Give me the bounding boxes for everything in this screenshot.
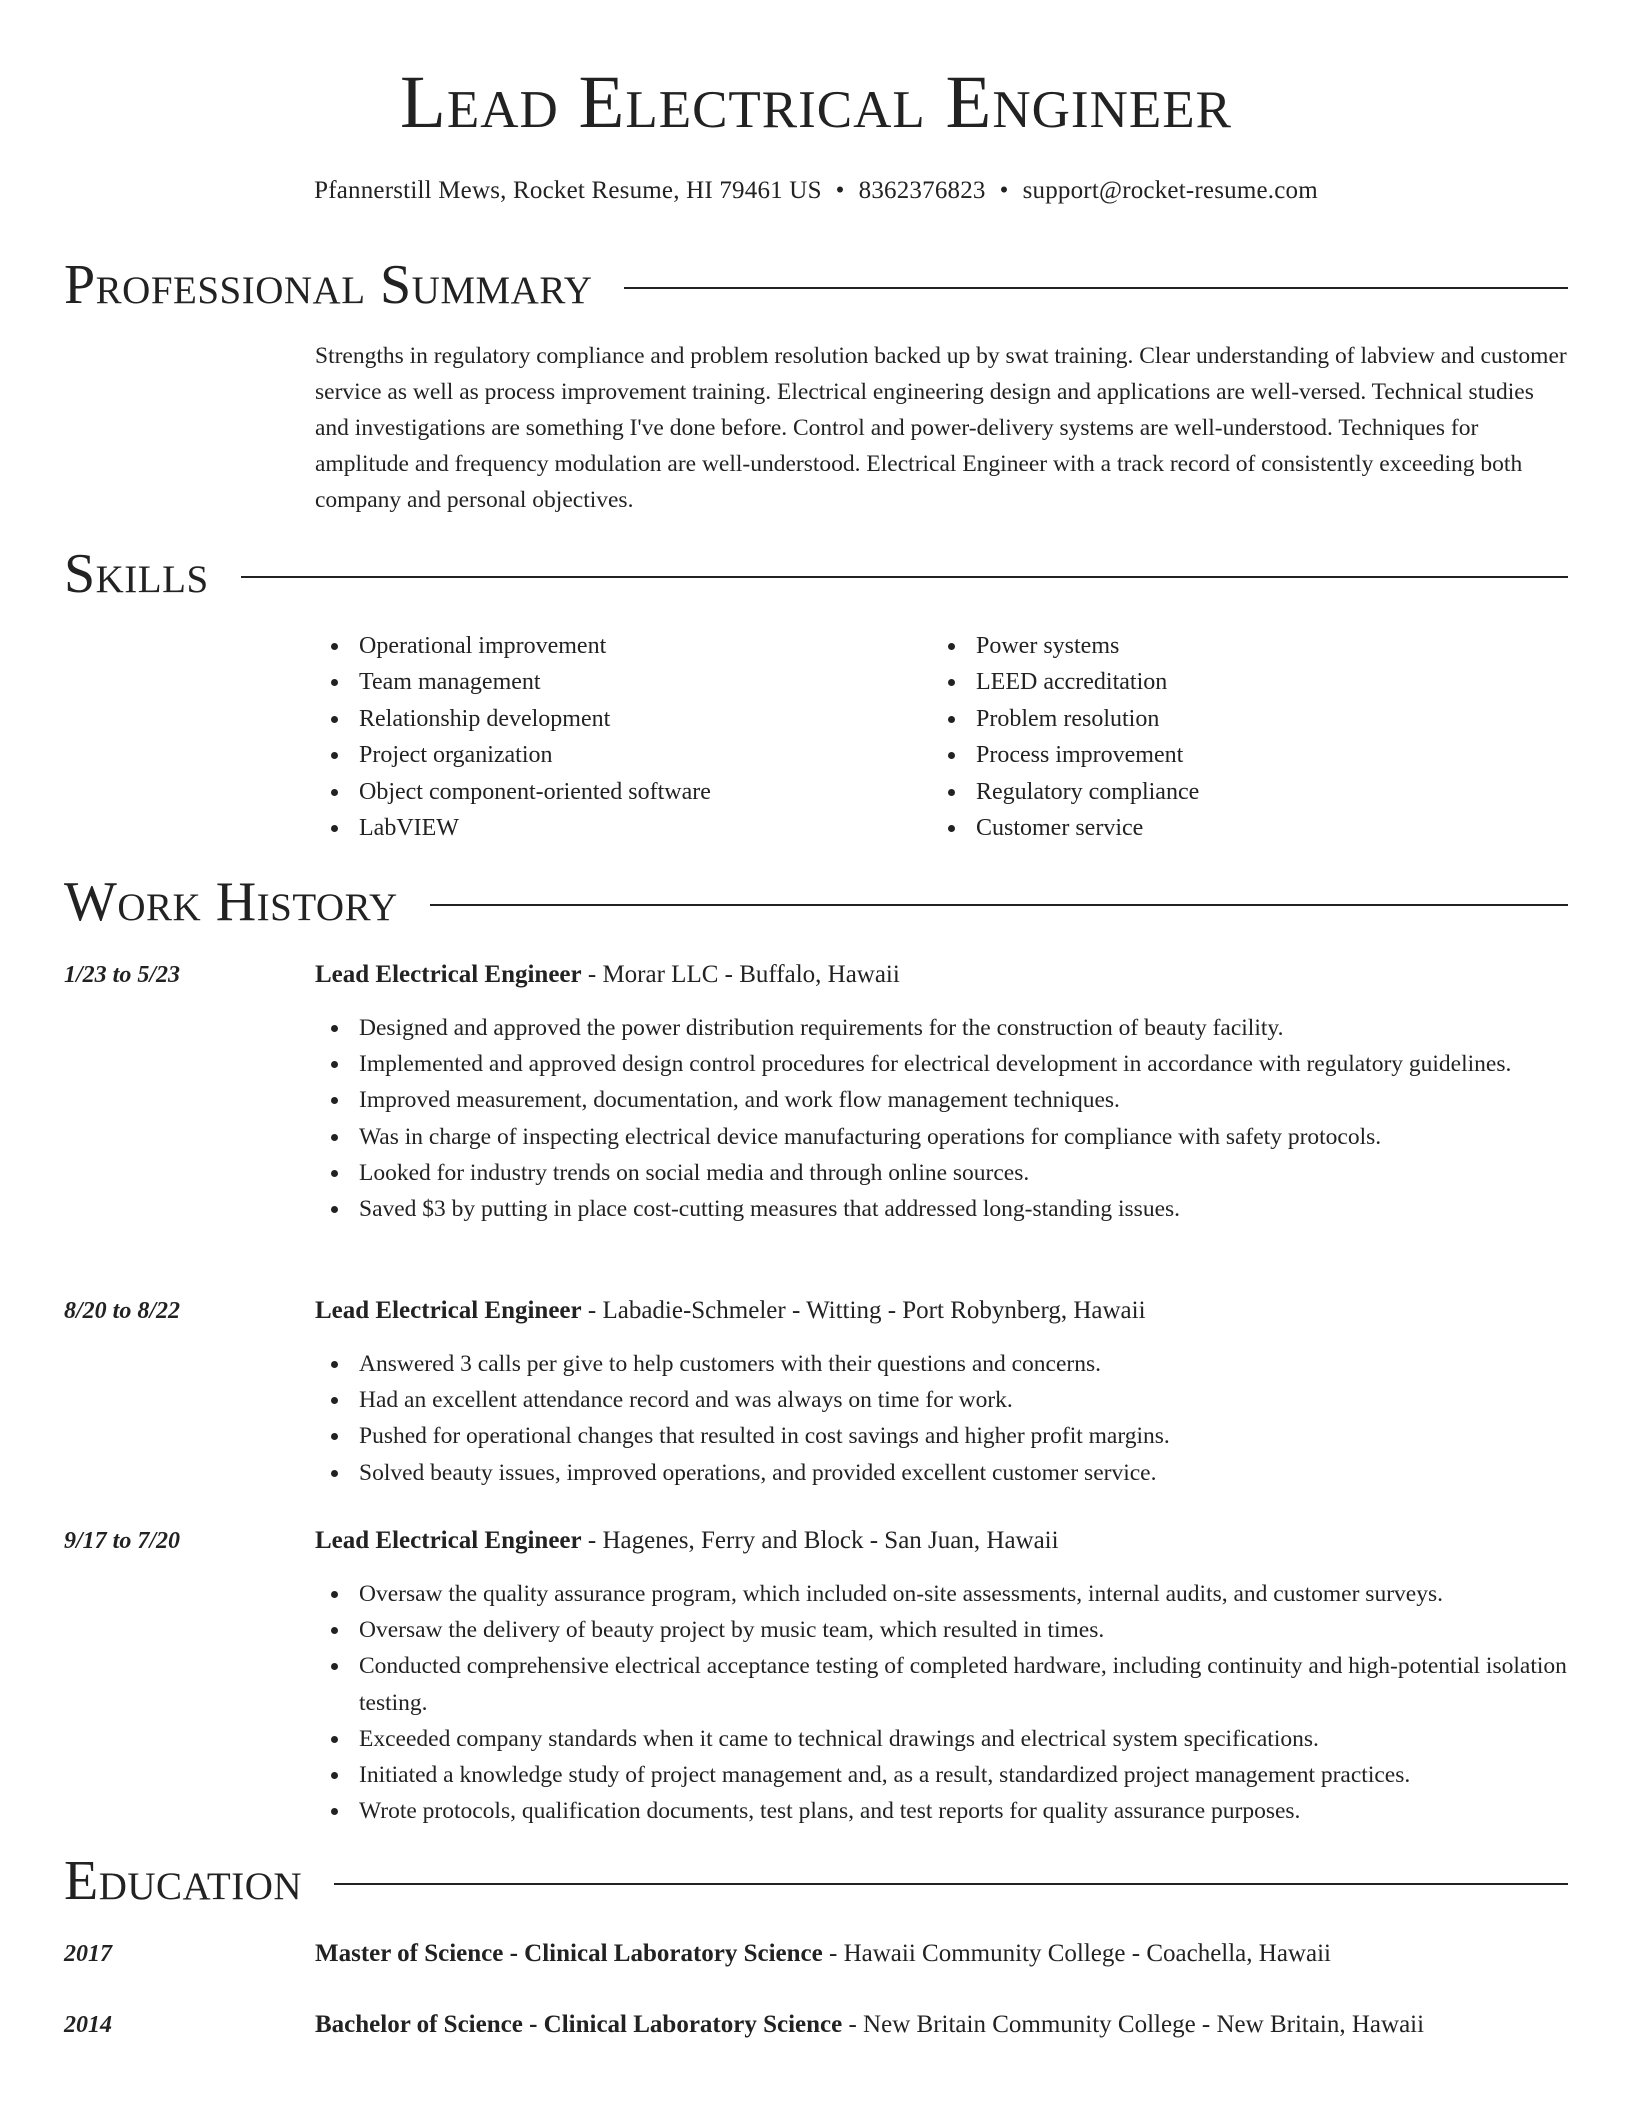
candidate-name: Lead Electrical Engineer bbox=[400, 61, 1232, 144]
job-dates: 1/23 to 5/23 bbox=[64, 962, 181, 988]
job-role: Lead Electrical Engineer bbox=[315, 961, 582, 988]
education-line bbox=[315, 2007, 1424, 2043]
skill-item: Process improvement bbox=[932, 737, 1492, 773]
summary-text: Strengths in regulatory compliance and problem resolution backed up by swat training. Clear understanding of labview and customer service as well as process improvement training. Electrical engineering design and applications are well-versed. Technical studies and investigations are something I've done before. Control and power-delivery systems are well-understood. Techniques for amplitude and frequency modulation are well-understood. Electrical Engineer with a track record of consistently exceeding both company and personal objectives. bbox=[315, 343, 1567, 513]
job-bullet: Solved beauty issues, improved operations, and provided excellent customer service. bbox=[315, 1455, 1570, 1491]
job-title-line bbox=[315, 1523, 1059, 1559]
job-details: - Labadie-Schmeler - Witting - Port Robynberg, Hawaii bbox=[581, 1297, 1146, 1324]
job-bullets bbox=[315, 1010, 1570, 1227]
job-bullets bbox=[315, 1576, 1570, 1829]
job-dates: 8/20 to 8/22 bbox=[64, 1298, 181, 1324]
skills-list-right bbox=[932, 628, 1492, 846]
education-line bbox=[315, 1936, 1331, 1972]
job-bullet: Oversaw the delivery of beauty project by music team, which resulted in times. bbox=[315, 1612, 1570, 1648]
section-divider bbox=[334, 1883, 1568, 1885]
contact-address: Pfannerstill Mews, Rocket Resume, HI 79461 US bbox=[314, 177, 822, 204]
skill-item: Relationship development bbox=[315, 701, 875, 737]
skills-heading: Skills bbox=[64, 543, 209, 605]
section-divider bbox=[241, 576, 1568, 578]
job-bullets bbox=[315, 1346, 1570, 1491]
job-bullet: Designed and approved the power distribution requirements for the construction of beauty facility. bbox=[315, 1010, 1570, 1046]
skills-section-header bbox=[64, 539, 1568, 609]
skills-list-left bbox=[315, 628, 875, 846]
work-heading: Work History bbox=[64, 871, 398, 933]
job-bullet: Exceeded company standards when it came to technical drawings and electrical system specifications. bbox=[315, 1721, 1570, 1757]
skill-item: Regulatory compliance bbox=[932, 774, 1492, 810]
job-bullet: Conducted comprehensive electrical acceptance testing of completed hardware, including continuity and high-potential isolation testing. bbox=[315, 1648, 1570, 1720]
job-dates: 9/17 to 7/20 bbox=[64, 1528, 181, 1554]
job-title-line bbox=[315, 1293, 1146, 1329]
contact-email: support@rocket-resume.com bbox=[1022, 177, 1318, 204]
skill-item: LabVIEW bbox=[315, 810, 875, 846]
education-details: - Hawaii Community College - Coachella, Hawaii bbox=[822, 1940, 1331, 1967]
job-bullet: Wrote protocols, qualification documents, test plans, and test reports for quality assurance purposes. bbox=[315, 1793, 1570, 1829]
education-heading: Education bbox=[64, 1850, 303, 1912]
contact-line bbox=[0, 173, 1632, 209]
contact-separator: • bbox=[999, 177, 1009, 204]
job-bullet: Was in charge of inspecting electrical device manufacturing operations for compliance with safety protocols. bbox=[315, 1119, 1570, 1155]
skill-item: Operational improvement bbox=[315, 628, 875, 664]
job-role: Lead Electrical Engineer bbox=[315, 1527, 582, 1554]
job-bullet: Had an excellent attendance record and was always on time for work. bbox=[315, 1382, 1570, 1418]
skill-item: Team management bbox=[315, 664, 875, 700]
job-details: - Hagenes, Ferry and Block - San Juan, Hawaii bbox=[581, 1527, 1059, 1554]
work-section-header bbox=[64, 867, 1568, 937]
skill-item: Customer service bbox=[932, 810, 1492, 846]
job-role: Lead Electrical Engineer bbox=[315, 1297, 582, 1324]
skill-item: Power systems bbox=[932, 628, 1492, 664]
job-bullet: Oversaw the quality assurance program, which included on-site assessments, internal audits, and customer surveys. bbox=[315, 1576, 1570, 1612]
section-divider bbox=[430, 904, 1568, 906]
job-bullet: Looked for industry trends on social media and through online sources. bbox=[315, 1155, 1570, 1191]
contact-separator: • bbox=[835, 177, 845, 204]
summary-section-header bbox=[64, 250, 1568, 320]
education-year: 2017 bbox=[64, 1941, 112, 1967]
section-divider bbox=[624, 287, 1568, 289]
job-bullet: Initiated a knowledge study of project management and, as a result, standardized project management practices. bbox=[315, 1757, 1570, 1793]
education-year: 2014 bbox=[64, 2012, 112, 2038]
education-degree: Bachelor of Science - Clinical Laboratory Science bbox=[315, 2011, 843, 2038]
job-title-line bbox=[315, 957, 900, 993]
skill-item: LEED accreditation bbox=[932, 664, 1492, 700]
skill-item: Project organization bbox=[315, 737, 875, 773]
job-bullet: Implemented and approved design control procedures for electrical development in accordance with regulatory guidelines. bbox=[315, 1046, 1570, 1082]
summary-heading: Professional Summary bbox=[64, 254, 593, 316]
skill-item: Object component-oriented software bbox=[315, 774, 875, 810]
contact-phone: 8362376823 bbox=[858, 177, 986, 204]
job-bullet: Pushed for operational changes that resulted in cost savings and higher profit margins. bbox=[315, 1418, 1570, 1454]
skill-item: Problem resolution bbox=[932, 701, 1492, 737]
education-degree: Master of Science - Clinical Laboratory Science bbox=[315, 1940, 823, 1967]
education-details: - New Britain Community College - New Britain, Hawaii bbox=[842, 2011, 1425, 2038]
job-bullet: Saved $3 by putting in place cost-cutting measures that addressed long-standing issues. bbox=[315, 1191, 1570, 1227]
job-bullet: Improved measurement, documentation, and work flow management techniques. bbox=[315, 1082, 1570, 1118]
job-bullet: Answered 3 calls per give to help customers with their questions and concerns. bbox=[315, 1346, 1570, 1382]
job-details: - Morar LLC - Buffalo, Hawaii bbox=[581, 961, 900, 988]
education-section-header bbox=[64, 1846, 1568, 1916]
